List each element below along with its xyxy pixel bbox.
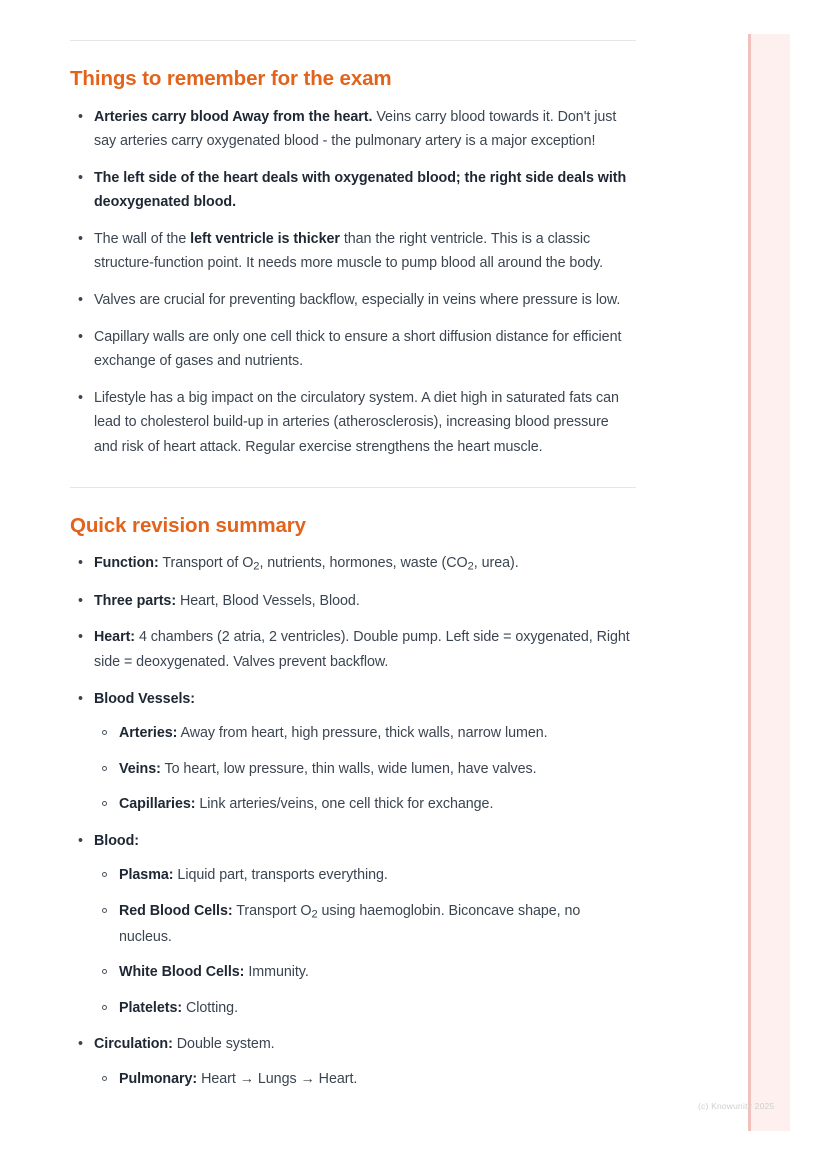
bullet-marker: • <box>78 169 83 186</box>
list-item <box>94 863 636 888</box>
sub-item-text-2: using haemoglobin. Biconcave shape, no nucleus. <box>119 902 581 945</box>
list-item <box>70 625 636 674</box>
watermark: (c) Knowunity 2025 <box>698 1101 775 1111</box>
list-item-text: than the right ventricle. This is a classic structure-function point. It needs more muscle to pump blood all around the body. <box>94 230 604 272</box>
sub-item-text: To heart, low pressure, thin walls, wide lumen, have valves. <box>160 760 537 777</box>
bullet-marker: • <box>78 328 83 345</box>
list-item <box>70 105 636 154</box>
section-divider-top <box>70 40 636 41</box>
list-item <box>94 721 636 746</box>
list-item <box>94 1067 636 1092</box>
list-item <box>94 792 636 817</box>
list-item <box>70 829 636 1021</box>
sub-item-text: Liquid part, transports everything. <box>173 867 388 884</box>
list-item <box>70 687 636 817</box>
list-item-label: Blood Vessels: <box>94 690 196 707</box>
list-item-text: Transport of O <box>158 555 254 572</box>
list-item <box>70 386 636 460</box>
bullet-marker: • <box>78 690 83 707</box>
sub-item-label: Pulmonary: <box>119 1070 198 1087</box>
list-item-label: Circulation: <box>94 1036 173 1053</box>
bullet-marker: • <box>78 292 83 309</box>
list-item <box>70 1032 636 1091</box>
subscript-two: 2 <box>467 560 474 573</box>
bullet-marker: • <box>78 832 83 849</box>
sub-item-label: Platelets: <box>119 999 183 1016</box>
list-item-prefix: The wall of the <box>94 230 191 247</box>
sub-item-label: White Blood Cells: <box>119 964 245 981</box>
list-item-bold: Arteries carry blood Away from the heart. <box>94 108 373 125</box>
sub-item-label: Arteries: <box>119 725 178 742</box>
list-item <box>94 757 636 782</box>
sub-item-text: Away from heart, high pressure, thick walls, narrow lumen. <box>177 725 548 742</box>
list-item-text-2: , nutrients, hormones, waste (CO <box>259 555 468 572</box>
list-item <box>94 996 636 1021</box>
subscript-two: 2 <box>311 908 318 921</box>
list-item <box>70 325 636 374</box>
sub-item-text: Clotting. <box>182 999 238 1016</box>
sub-item-text: Transport O <box>232 902 312 919</box>
list-item <box>94 960 636 985</box>
blood-sublist <box>94 863 636 1020</box>
list-item-text-3: , urea). <box>473 555 519 572</box>
hollow-bullet-marker <box>102 1076 107 1081</box>
list-item-text: Capillary walls are only one cell thick to ensure a short diffusion distance for efficient exchange of gases and nutrients. <box>94 328 622 370</box>
revision-summary-list <box>70 551 636 1091</box>
bullet-marker: • <box>78 389 83 406</box>
bullet-marker: • <box>78 629 83 646</box>
hollow-bullet-marker <box>102 908 107 913</box>
hollow-bullet-marker <box>102 872 107 877</box>
hollow-bullet-marker <box>102 969 107 974</box>
bullet-marker: • <box>78 1036 83 1053</box>
list-item-text: Veins carry blood towards it. Don't just say arteries carry oxygenated blood - the pulmonary artery is a major exception! <box>94 108 617 150</box>
blood-vessels-sublist <box>94 721 636 817</box>
decorative-side-strip <box>748 34 790 1131</box>
list-item-text: Heart, Blood Vessels, Blood. <box>176 592 360 609</box>
section-divider-middle <box>70 487 636 488</box>
sub-item-text: Immunity. <box>244 964 309 981</box>
sub-item-label: Red Blood Cells: <box>119 902 233 919</box>
sub-item-label: Capillaries: <box>119 796 196 813</box>
list-item <box>70 288 636 313</box>
list-item-text: Double system. <box>172 1036 275 1053</box>
exam-tips-list <box>70 105 636 460</box>
subscript-two: 2 <box>253 560 260 573</box>
hollow-bullet-marker <box>102 1005 107 1010</box>
list-item <box>70 589 636 614</box>
list-item <box>70 551 636 577</box>
section-title-revision-summary: Quick revision summary <box>70 513 306 537</box>
list-item-text: 4 chambers (2 atria, 2 ventricles). Double pump. Left side = oxygenated, Right side = deoxygenated. Valves prevent backflow. <box>94 629 630 670</box>
sub-item-label: Plasma: <box>119 867 174 884</box>
hollow-bullet-marker <box>102 730 107 735</box>
bullet-marker: • <box>78 230 83 247</box>
sub-item-label: Veins: <box>119 760 161 777</box>
hollow-bullet-marker <box>102 766 107 771</box>
list-item-text: Valves are crucial for preventing backflow, especially in veins where pressure is low. <box>94 292 621 309</box>
bullet-marker: • <box>78 592 83 609</box>
list-item-label: Blood: <box>94 832 139 849</box>
list-item <box>94 899 636 949</box>
list-item <box>70 227 636 276</box>
section-title-exam-tips: Things to remember for the exam <box>70 67 392 90</box>
list-item-label: Heart: <box>94 629 136 646</box>
list-item-bold: left ventricle is thicker <box>190 230 340 247</box>
list-item-label: Function: <box>94 555 159 572</box>
hollow-bullet-marker <box>102 801 107 806</box>
document-page <box>70 0 636 1092</box>
list-item <box>70 166 636 215</box>
circulation-sublist <box>94 1067 636 1092</box>
bullet-marker: • <box>78 555 83 572</box>
list-item-text: Lifestyle has a big impact on the circulatory system. A diet high in saturated fats can lead to cholesterol build-up in arteries (atherosclerosis), increasing blood pressure and risk of heart attack. Regular exercise strengthens the heart muscle. <box>94 389 619 455</box>
bullet-marker: • <box>78 108 83 125</box>
sub-item-text: Heart → Lungs → Heart. <box>197 1070 358 1087</box>
sub-item-text: Link arteries/veins, one cell thick for exchange. <box>195 796 494 813</box>
list-item-bold: The left side of the heart deals with oxygenated blood; the right side deals with deoxygenated blood. <box>94 169 627 211</box>
list-item-label: Three parts: <box>94 592 177 609</box>
